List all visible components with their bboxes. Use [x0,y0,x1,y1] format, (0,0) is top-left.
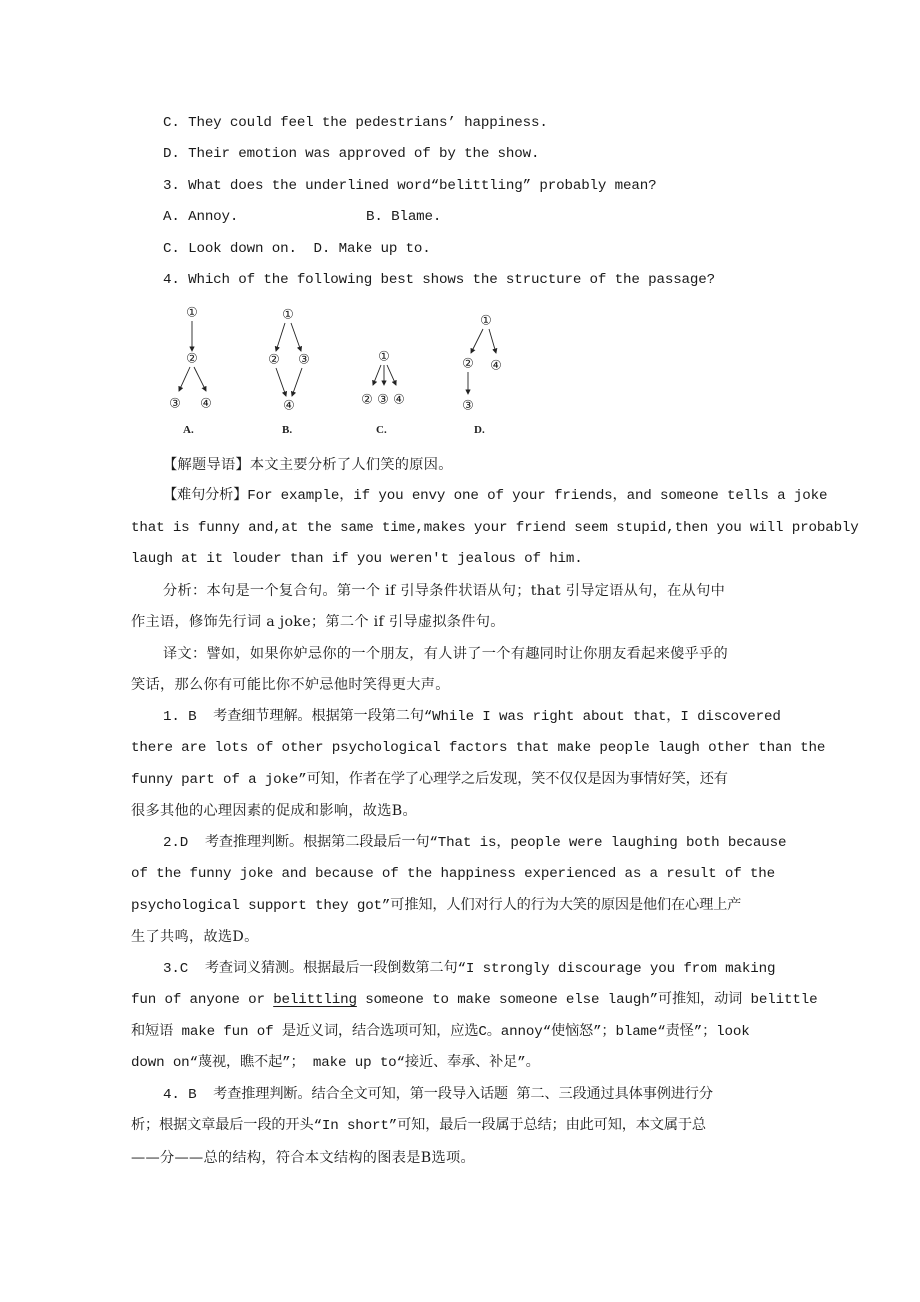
svg-text:①: ① [282,307,294,323]
diagram-label-c: C. [376,424,387,436]
diagram-d [462,314,502,414]
answer-3-line-3: 和短语 make fun of 是近义词，结合选项可知，应选C。annoy“使恼怒”；blame“责怪”；look [131,1024,750,1040]
answer-1-line-2: there are lots of other psychological factors that make people laugh other than the [131,740,826,756]
answer-4-line-2: 析；根据文章最后一段的开头“In short”可知，最后一段属于总结；由此可知，本文属于总 [131,1118,706,1134]
diagram-c [361,350,405,408]
answer-2-line-4: 生了共鸣，故选D。 [131,929,259,945]
svg-text:④: ④ [393,392,405,408]
svg-text:③: ③ [462,398,474,414]
svg-text:④: ④ [200,396,212,412]
analysis-line-1: 分析：本句是一个复合句。第一个 if 引导条件状语从句；that 引导定语从句，在从句中 [163,583,726,599]
diagram-a [169,306,212,412]
answer-2-line-1: 2.D 考查推理判断。根据第二段最后一句“That is，people were laughing both because [163,835,787,851]
svg-text:②: ② [361,392,373,408]
translation-line-2: 笑话，那么你有可能比你不妒忌他时笑得更大声。 [131,677,450,693]
answer-3-line-1: 3.C 考查词义猜测。根据最后一段倒数第二句“I strongly discourage you from making [163,961,776,977]
svg-text:③: ③ [169,396,181,412]
answer-4-line-3: ——分——总的结构，符合本文结构的图表是B选项。 [131,1150,475,1166]
diagram-b [268,308,310,414]
structure-diagrams [155,300,535,445]
answer-1-line-1: 1. B 考查细节理解。根据第一段第二句“While I was right about that，I discovered [163,709,781,725]
diagram-label-a: A. [183,424,194,436]
svg-text:①: ① [480,313,492,329]
answer-2-line-2: of the funny joke and because of the happiness experienced as a result of the [131,866,776,882]
svg-text:④: ④ [490,358,502,374]
answer-3-line-2-pre: fun of anyone or [131,992,274,1008]
svg-text:③: ③ [298,352,310,368]
guide-text: 【解题导语】本文主要分析了人们笑的原因。 [163,457,453,473]
q3-options-cd: C. Look down on. D. Make up to. [163,241,431,257]
difficult-sentence-line-3: laugh at it louder than if you weren't jealous of him. [131,551,583,567]
answer-3-line-4: down on“蔑视，瞧不起”； make up to“接近、奉承、补足”。 [131,1055,540,1071]
svg-text:①: ① [378,349,390,365]
analysis-line-2: 作主语，修饰先行词 a joke；第二个 if 引导虚拟条件句。 [131,614,505,630]
translation-line-1: 译文：譬如，如果你妒忌你的一个朋友，有人讲了一个有趣同时让你朋友看起来傻乎乎的 [163,646,729,662]
q3-option-a: A. Annoy. [163,209,239,225]
answer-4-line-1: 4. B 考查推理判断。结合全文可知，第一段导入话题 第二、三段通过具体事例进行分 [163,1087,713,1103]
svg-text:④: ④ [283,398,295,414]
q2-option-d: D. Their emotion was approved of by the show. [163,146,540,162]
q2-option-c: C. They could feel the pedestrians’ happiness. [163,115,548,131]
q4-stem: 4. Which of the following best shows the structure of the passage? [163,272,716,288]
difficult-sentence-line-1: 【难句分析】For example，if you envy one of your friends，and someone tells a joke [163,488,828,504]
answer-1-line-4: 很多其他的心理因素的促成和影响，故选B。 [131,803,417,819]
answer-3-line-2-post: someone to make someone else laugh”可推知，动词 belittle [356,992,818,1008]
svg-text:②: ② [462,356,474,372]
q3-stem: 3. What does the underlined word“belittling” probably mean? [163,178,657,194]
answer-3-line-2 [131,990,817,1010]
underlined-word-belittling: belittling [273,992,357,1008]
svg-text:②: ② [268,352,280,368]
diagram-label-b: B. [282,424,293,436]
svg-text:②: ② [186,351,198,367]
q3-option-b: B. Blame. [366,209,442,225]
svg-text:③: ③ [377,392,389,408]
diagram-label-d: D. [474,424,485,436]
difficult-sentence-line-2: that is funny and,at the same time,makes your friend seem stupid,then you will probably [131,520,859,536]
answer-2-line-3: psychological support they got”可推知，人们对行人的行为大笑的原因是他们在心理上产 [131,898,742,914]
svg-text:①: ① [186,305,198,321]
answer-1-line-3: funny part of a joke”可知，作者在学了心理学之后发现，笑不仅仅是因为事情好笑，还有 [131,772,728,788]
